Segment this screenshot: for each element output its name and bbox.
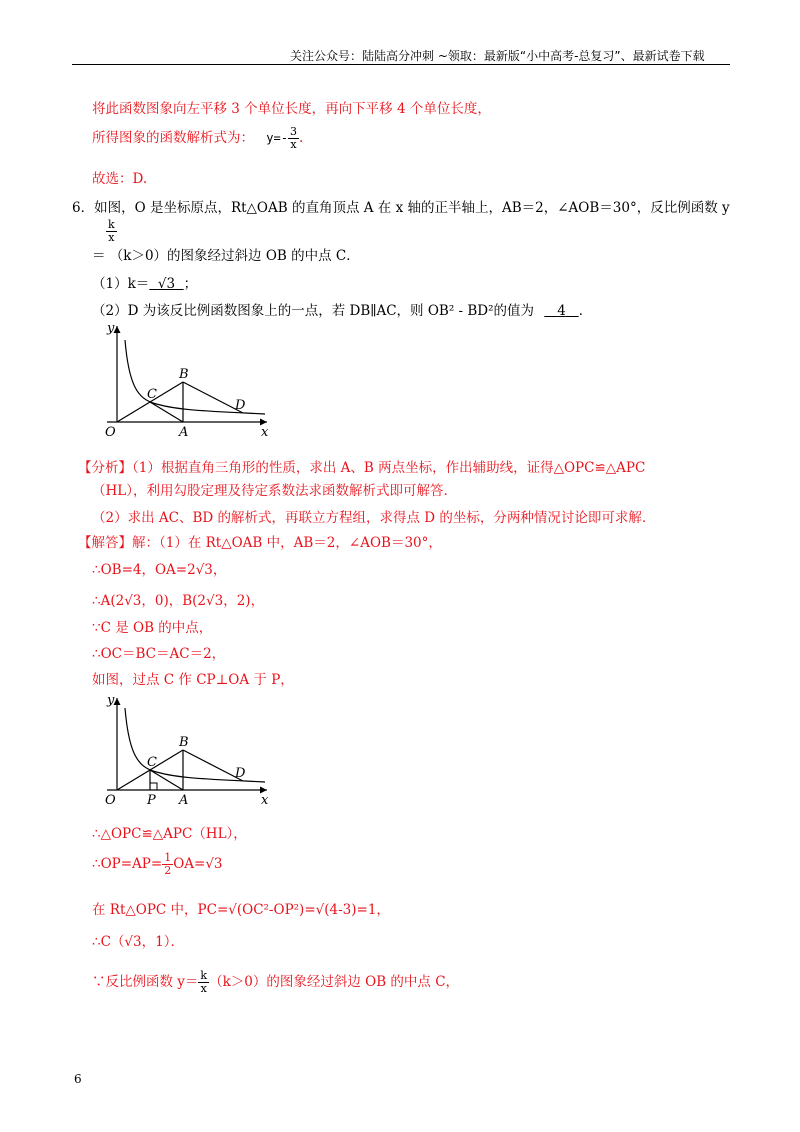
q6-part-2-prefix: （2）D 为该反比例函数图象上的一点，若 DB∥AC，则 OB² - BD²的值为	[92, 303, 535, 319]
label-x: x	[261, 793, 269, 808]
q6-answer-2-value: 4	[557, 303, 566, 319]
step-7-fraction	[162, 852, 173, 877]
q6-part-1-answer	[149, 276, 183, 292]
label-y: y	[107, 693, 115, 708]
solution-step-9: ∴C（√3，1）．	[92, 934, 184, 950]
label-p: P	[147, 793, 156, 808]
segment-ac	[150, 402, 183, 422]
q6-frac-numerator: k	[108, 218, 115, 231]
segment-ac	[150, 770, 183, 790]
q6-part-1-prefix: （1）k＝	[92, 276, 150, 292]
step-7-numerator: 1	[164, 851, 172, 864]
label-a: A	[179, 793, 189, 808]
segment-bd	[183, 382, 243, 413]
prev-line-3: 故选：D.	[92, 171, 148, 187]
label-y: y	[107, 321, 115, 336]
label-b: B	[179, 735, 189, 750]
analysis-line-3: （2）求出 AC、BD 的解析式，再联立方程组，求得点 D 的坐标，分两种情况讨论即可求解．	[92, 510, 656, 526]
solution-head: 【解答】解：（1）在 Rt△OAB 中，AB＝2，∠AOB＝30°，	[78, 535, 442, 551]
prev-line-1: 将此函数图象向左平移 3 个单位长度，再向下平移 4 个单位长度，	[92, 101, 491, 117]
solution-step-5: 如图，过点 C 作 CP⊥OA 于 P，	[92, 672, 294, 688]
step-7-denominator: 2	[164, 864, 172, 878]
page-number: 6	[74, 1072, 82, 1086]
segment-bd	[183, 750, 243, 781]
figure-2	[95, 690, 285, 812]
q6-frac-denominator: x	[108, 231, 115, 245]
q6-fraction	[106, 219, 117, 244]
label-o: O	[105, 793, 116, 808]
q6-line-1: 6．如图，O 是坐标原点，Rt△OAB 的直角顶点 A 在 x 轴的正半轴上，AB＝2，∠AOB＝30°，反比例函数 y	[72, 200, 730, 216]
right-angle-mark	[150, 783, 157, 790]
label-d: D	[235, 398, 246, 413]
page-header: 关注公众号：陆陆高分冲刺 ~领取：最新版“小中高考-总复习”、最新试卷下载	[290, 49, 705, 63]
formula-fraction	[288, 126, 299, 151]
q6-part-2-suffix: ．	[578, 303, 593, 319]
figure-1	[95, 318, 285, 440]
solution-step-8: 在 Rt△OPC 中，PC=√(OC²-OP²)=√(4-3)=1，	[92, 902, 390, 918]
q6-answer-1-value: √3	[157, 276, 176, 292]
label-a: A	[179, 425, 189, 440]
step-7-prefix: ∴OP=AP=	[92, 856, 163, 873]
q6-part-1	[92, 272, 197, 292]
step-7-suffix: OA=√3	[173, 856, 223, 873]
label-d: D	[235, 766, 246, 781]
solution-step-2: ∴A(2√3，0)，B(2√3，2)，	[92, 593, 265, 609]
solution-step-6: ∴△OPC≌△APC（HL），	[92, 826, 247, 842]
q6-part-2-answer	[544, 303, 578, 319]
formula-denominator: x	[290, 138, 297, 152]
solution-step-4: ∴OC＝BC＝AC＝2，	[92, 646, 226, 662]
solution-step-3: ∵C 是 OB 的中点，	[92, 620, 213, 636]
label-c: C	[147, 387, 157, 402]
step-10-prefix: ∵反比例函数 y＝	[92, 974, 199, 991]
formula-end: .	[298, 130, 304, 147]
prev-line-2	[92, 126, 303, 151]
q6-part-1-suffix: ；	[183, 276, 198, 292]
solution-step-10	[92, 970, 459, 995]
analysis-line-2: （HL），利用勾股定理及待定系数法求函数解析式即可解答．	[92, 483, 457, 499]
solution-step-7	[92, 852, 223, 877]
step-10-suffix: （k＞0）的图象经过斜边 OB 的中点 C，	[209, 974, 460, 991]
formula-y: y=-	[266, 131, 288, 146]
prev-line-2-text: 所得图象的函数解析式为：	[92, 130, 254, 147]
label-b: B	[179, 367, 189, 382]
formula-numerator: 3	[289, 125, 297, 138]
q6-line-2: ＝ （k＞0）的图象经过斜边 OB 的中点 C．	[92, 248, 360, 264]
label-c: C	[147, 755, 157, 770]
label-o: O	[105, 425, 116, 440]
q6-part-2	[92, 299, 592, 319]
header-rule	[72, 64, 730, 65]
label-x: x	[261, 425, 269, 440]
step-10-fraction	[198, 970, 209, 995]
analysis-line-1: 【分析】（1）根据直角三角形的性质，求出 A、B 两点坐标，作出辅助线，证得△OPC≌△APC	[78, 460, 646, 476]
step-10-numerator: k	[200, 969, 208, 982]
solution-step-1: ∴OB=4，OA=2√3，	[92, 562, 227, 578]
step-10-denominator: x	[200, 982, 207, 996]
